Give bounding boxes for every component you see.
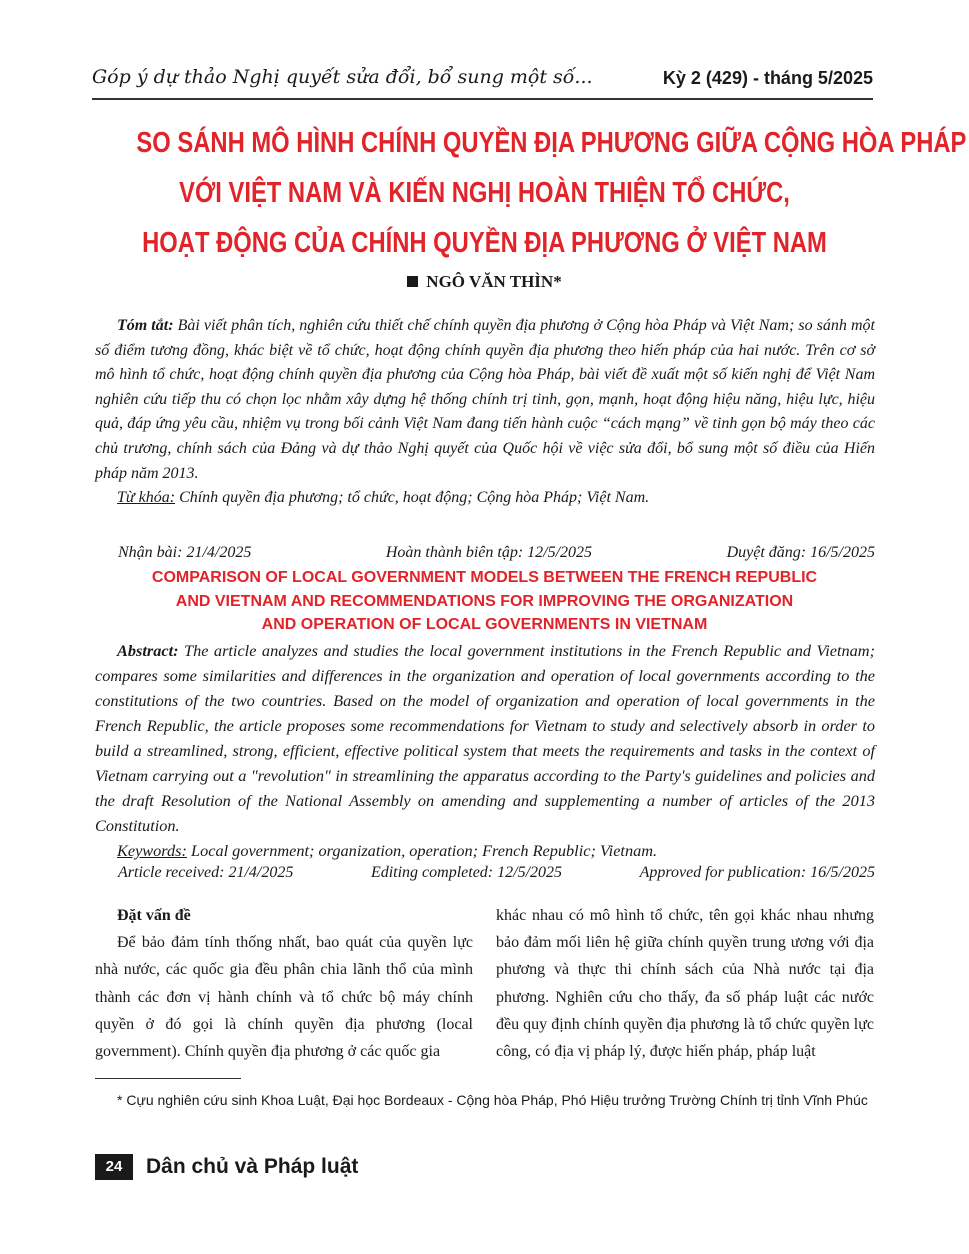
edited-date-vi: Hoàn thành biên tập: 12/5/2025 bbox=[385, 544, 593, 561]
author-name: NGÔ VĂN THÌN* bbox=[426, 272, 562, 291]
abstract-vi-paragraph bbox=[95, 314, 875, 486]
keywords-vi bbox=[95, 486, 875, 511]
square-bullet-icon bbox=[407, 276, 418, 287]
approved-date-en: Approved for publication: 16/5/2025 bbox=[639, 864, 875, 881]
article-title-line-3: HOẠT ĐỘNG CỦA CHÍNH QUYỀN ĐỊA PHƯƠNG Ở VIỆT NAM bbox=[142, 227, 827, 259]
dates-english bbox=[118, 864, 875, 882]
footnote bbox=[95, 1090, 875, 1110]
body-column-right bbox=[496, 902, 874, 1065]
english-title-line-2: AND VIETNAM AND RECOMMENDATIONS FOR IMPROVING THE ORGANIZATION bbox=[175, 592, 794, 610]
approved-date-vi: Duyệt đăng: 16/5/2025 bbox=[726, 544, 875, 561]
english-title-line-1: COMPARISON OF LOCAL GOVERNMENT MODELS BETWEEN THE FRENCH REPUBLIC bbox=[151, 569, 818, 586]
journal-name: Dân chủ và Pháp luật bbox=[146, 1155, 359, 1178]
abstract-vi-text: Bài viết phân tích, nghiên cứu thiết chế chính quyền địa phương ở Cộng hòa Pháp và Việt Nam; so sánh một số điểm tương đồng, khác biệt về tổ chức, hoạt động chính quyền địa phương theo hiến pháp của hai nước. Trên cơ sở mô hình tổ chức, hoạt động chính quyền địa phương của Cộng hòa Pháp, bài viết đề xuất một số kiến nghị để Việt Nam nghiên cứu tiếp thu có chọn lọc nhằm xây dựng hệ thống chính trị tinh, gọn, mạnh, hoạt động hiệu năng, hiệu lực, hiệu quả, đáp ứng yêu cầu, nhiệm vụ trong bối cảnh Việt Nam đang tiến hành cuộc “cách mạng” về tinh gọn bộ máy theo các chủ trương, chính sách của Đảng và dự thảo Nghị quyết của Quốc hội về việc sửa đổi, bổ sung một số điều của Hiến pháp năm 2013. bbox=[95, 317, 876, 482]
page-number: 24 bbox=[95, 1154, 133, 1180]
section-heading: Đặt vấn đề bbox=[117, 907, 191, 924]
article-title-line-1: SO SÁNH MÔ HÌNH CHÍNH QUYỀN ĐỊA PHƯƠNG GIỮA CỘNG HÒA PHÁP bbox=[136, 127, 967, 159]
keywords-en-text: Local government; organization, operation; French Republic; Vietnam. bbox=[186, 841, 658, 860]
keywords-vi-text: Chính quyền địa phương; tổ chức, hoạt động; Cộng hòa Pháp; Việt Nam. bbox=[175, 489, 650, 507]
header-divider bbox=[92, 98, 873, 100]
edited-date-en: Editing completed: 12/5/2025 bbox=[370, 864, 563, 881]
body-paragraph-left: Để bảo đảm tính thống nhất, bao quát của quyền lực nhà nước, các quốc gia đều phân chia lãnh thổ của mình thành các đơn vị hành chính và tổ chức bộ máy chính quyền ở đó gọi là chính quyền địa phương (local government). Chính quyền địa phương ở các quốc gia bbox=[95, 934, 473, 1061]
abstract-en-text: The article analyzes and studies the local government institutions in the French Republic and Vietnam; compares some similarities and differences in the organization and operation of local governments according to the constitutions of the two countries. Based on the model of organization and operation of local governments in the French Republic, the article proposes some recommendations for Vietnam to study and selectively absorb in order to build a streamlined, strong, efficient, effective political system that meets the requirements and tasks in the context of Vietnam carrying out a "revolution" in streamlining the apparatus according to the Party's guidelines and policies and the draft Resolution of the National Assembly on amending and supplementing a number of articles of the 2013 Constitution. bbox=[95, 641, 875, 835]
abstract-english bbox=[95, 638, 875, 863]
dates-vietnamese bbox=[118, 544, 875, 562]
body-column-left bbox=[95, 902, 473, 1065]
abstract-vi-label: Tóm tắt: bbox=[117, 317, 174, 334]
english-title bbox=[60, 566, 909, 637]
keywords-en-label: Keywords: bbox=[117, 841, 187, 860]
keywords-en bbox=[95, 838, 875, 863]
abstract-en-paragraph bbox=[95, 638, 875, 838]
running-header-title: Góp ý dự thảo Nghị quyết sửa đổi, bổ sung một số... bbox=[92, 66, 593, 88]
article-title bbox=[136, 118, 967, 268]
article-title-line-2: VỚI VIỆT NAM VÀ KIẾN NGHỊ HOÀN THIỆN TỔ CHỨC, bbox=[179, 177, 790, 209]
received-date-vi: Nhận bài: 21/4/2025 bbox=[118, 544, 252, 561]
keywords-vi-label: Từ khóa: bbox=[117, 489, 176, 507]
received-date-en: Article received: 21/4/2025 bbox=[118, 864, 294, 881]
author-byline bbox=[0, 272, 969, 292]
footnote-text: * Cựu nghiên cứu sinh Khoa Luật, Đại học Bordeaux - Cộng hòa Pháp, Phó Hiệu trưởng Trường Chính trị tỉnh Vĩnh Phúc bbox=[117, 1092, 868, 1108]
abstract-vietnamese bbox=[95, 314, 875, 511]
abstract-en-label: Abstract: bbox=[117, 641, 179, 660]
body-paragraph-right: khác nhau có mô hình tổ chức, tên gọi khác nhau nhưng bảo đảm mối liên hệ giữa chính quyền trung ương với địa phương và thực thi chính sách của Nhà nước tại địa phương. Nghiên cứu cho thấy, đa số pháp luật các nước đều quy định chính quyền địa phương là tổ chức quyền lực công, có địa vị pháp lý, được hiến pháp, pháp luật bbox=[496, 907, 874, 1061]
issue-label: Kỳ 2 (429) - tháng 5/2025 bbox=[662, 68, 873, 88]
english-title-line-3: AND OPERATION OF LOCAL GOVERNMENTS IN VIETNAM bbox=[261, 616, 708, 633]
footnote-divider bbox=[95, 1078, 241, 1079]
